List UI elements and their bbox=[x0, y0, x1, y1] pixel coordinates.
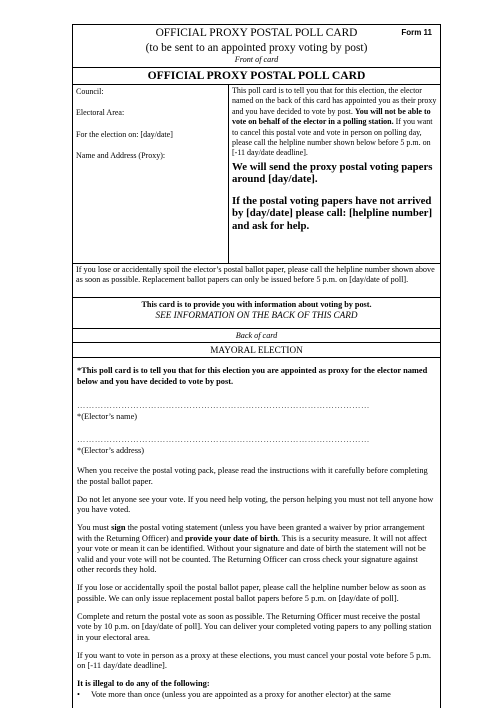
illegal-heading: It is illegal to do any of the following: bbox=[77, 679, 210, 688]
see-info-line: SEE INFORMATION ON THE BACK OF THIS CARD bbox=[155, 310, 358, 321]
para-signature: You must sign the postal voting statement (unless you have been granted a waiver by prior arrangement with the Returning Officer) and provide your date of birth. This is a security measure. It will not affect your vote or mean it can be identified. Without your signature and date of birth the statement will not be valid and your vote will not be counted. The Returning Officer can cross check your signature against other records they hold. bbox=[77, 523, 428, 574]
card-subtitle: (to be sent to an appointed proxy voting by post) bbox=[145, 42, 368, 54]
card-heading: OFFICIAL PROXY POSTAL POLL CARD bbox=[73, 68, 440, 85]
details-section bbox=[73, 85, 440, 264]
front-footer bbox=[73, 298, 440, 329]
back-label: Back of card bbox=[73, 329, 440, 343]
electoral-area-field: Electoral Area: bbox=[76, 108, 125, 118]
para-cancel: If you want to vote in person as a proxy at these elections, you must cancel your postal vote before 5 p.m. on [-11 day/date deadline]. bbox=[77, 650, 431, 670]
card-title: OFFICIAL PROXY POSTAL POLL CARD bbox=[155, 27, 358, 39]
form-number: Form 11 bbox=[401, 28, 432, 37]
no-polling-station-note: You will not be able to vote on behalf of the elector in a polling station. bbox=[232, 106, 431, 127]
council-field: Council: bbox=[76, 87, 104, 96]
fields-column bbox=[73, 85, 229, 263]
para-lost: If you lose or accidentally spoil the postal ballot paper, please call the helpline number below as soon as possible. We can only issue replacement postal ballot papers before 5 p.m. on [day/date of poll]. bbox=[77, 583, 426, 603]
election-title: MAYORAL ELECTION bbox=[73, 343, 440, 358]
elector-name-line: ……………………………………………………………………………………… bbox=[77, 401, 370, 410]
poll-card bbox=[72, 24, 441, 708]
bullet-item: • Vote more than once (unless you are appointed as a proxy for another elector) at the same bbox=[77, 689, 391, 699]
card-header bbox=[73, 25, 440, 68]
elector-address-label: *(Elector’s address) bbox=[77, 445, 145, 455]
bullet-icon: • bbox=[77, 689, 80, 699]
elector-address-line: ……………………………………………………………………………………… bbox=[77, 435, 370, 444]
lost-ballot-note: If you lose or accidentally spoil the elector’s postal ballot paper, please call the helpline number shown above as soon as possible. Replacement ballot papers can only be issued before 5 p.m. on [day/date of poll]. bbox=[73, 264, 440, 298]
proxy-name-address-field: Name and Address (Proxy): bbox=[76, 151, 166, 161]
intro-text: *This poll card is to tell you that for this election you are appointed as proxy for the elector named below and you have decided to vote by post. bbox=[77, 366, 428, 386]
not-arrived-note: If the postal voting papers have not arrived by [day/date] please call: [helpline number] and ask for help. bbox=[232, 195, 433, 232]
para-secret: Do not let anyone see your vote. If you need help voting, the person helping you must not tell anyone how you have voted. bbox=[77, 494, 434, 514]
front-label: Front of card bbox=[234, 55, 279, 64]
para-return: Complete and return the postal vote as soon as possible. The Returning Officer must receive the postal vote by 10 p.m. on [day/date of poll]. You can deliver your completed voting papers to any polling station in your electoral area. bbox=[77, 611, 432, 642]
back-content bbox=[73, 358, 440, 700]
elector-name-label: *(Elector’s name) bbox=[77, 411, 138, 421]
send-papers-note: We will send the proxy postal voting papers around [day/date]. bbox=[232, 160, 433, 186]
election-date-field: For the election on: [day/date] bbox=[76, 129, 173, 139]
info-column bbox=[229, 85, 440, 263]
para-instructions: When you receive the postal voting pack, please read the instructions with it carefully before completing the postal ballot paper. bbox=[77, 466, 428, 486]
info-text: This poll card is to tell you that for this election, the elector named on the back of this card has appointed you as their proxy and you have decided to vote by post. You will not be able to vote on behalf of the elector in a polling station. If you want to cancel this postal vote and vote in person on polling day, please call the helpline number shown below before 5 p.m. on [-11 day/date deadline]. bbox=[232, 86, 437, 158]
info-line: This card is to provide you with information about voting by post. bbox=[141, 300, 372, 309]
